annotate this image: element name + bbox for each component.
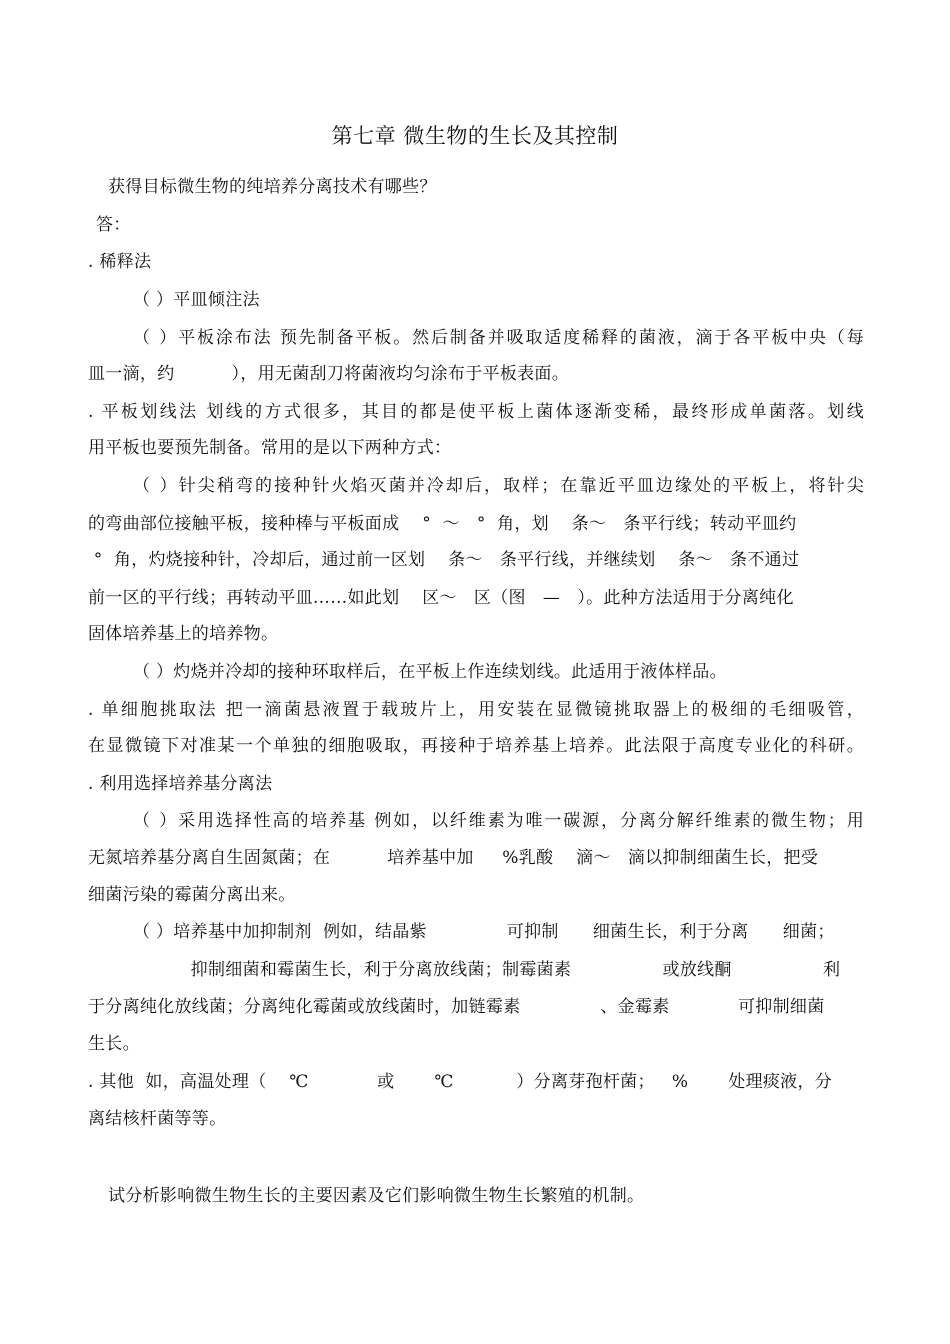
text-line: 在显微镜下对准某一个单独的细胞吸取，再接种于培养基上培养。此法限于高度专业化的科研。	[88, 736, 864, 756]
text-line: （ ）平皿倾注法	[133, 290, 260, 310]
text-line: 离结核杆菌等等。	[88, 1109, 227, 1129]
text-line: 于分离纯化放线菌；分离纯化霉菌或放线菌时，加链霉素 、金霉素 可抑制细菌	[88, 997, 825, 1017]
text-line: （ ）灼烧并冷却的接种环取样后，在平板上作连续划线。此适用于液体样品。	[133, 662, 727, 682]
text-line: （ ）针尖稍弯的接种针火焰灭菌并冷却后，取样；在靠近平皿边缘处的平板上，将针尖	[133, 476, 864, 496]
text-line: （ ）培养基中加抑制剂 例如，结晶紫 可抑制 细菌生长，利于分离 细菌；	[133, 922, 835, 942]
chapter-title: 第七章 微生物的生长及其控制	[331, 124, 619, 148]
text-line: ° 角，灼烧接种针，冷却后，通过前一区划 条～ 条平行线，并继续划 条～ 条不通过	[88, 550, 800, 570]
text-line: . 平板划线法 划线的方式很多，其目的都是使平板上菌体逐渐变稀，最终形成单菌落。划线	[88, 402, 864, 422]
text-line: 前一区的平行线；再转动平皿……如此划 区～ 区（图 — ）。此种方法适用于分离纯化	[88, 588, 794, 608]
text-line: 细菌污染的霉菌分离出来。	[88, 885, 296, 905]
text-line: 生长。	[88, 1034, 140, 1054]
text-line: 无氮培养基分离自生固氮菌；在 培养基中加 %乳酸 滴～ 滴以抑制细菌生长，把受	[88, 848, 819, 868]
text-line: （ ）采用选择性高的培养基 例如，以纤维素为唯一碳源，分离分解纤维素的微生物；用	[133, 811, 864, 831]
text-line: 的弯曲部位接触平板，接种棒与平板面成 ° ～ ° 角，划 条～ 条平行线；转动平皿约	[88, 514, 797, 534]
text-line: . 稀释法	[88, 252, 152, 272]
question-1: 获得目标微生物的纯培养分离技术有哪些？	[108, 177, 437, 197]
text-line: . 其他 如，高温处理（ ℃ 或 ℃ ）分离芽孢杆菌； % 处理痰液，分	[88, 1072, 833, 1092]
text-line: （ ）平板涂布法 预先制备平板。然后制备并吸取适度稀释的菌液，滴于各平板中央（每	[133, 328, 864, 348]
text-line: 用平板也要预先制备。常用的是以下两种方式：	[88, 438, 452, 458]
question-2: 试分析影响微生物生长的主要因素及它们影响微生物生长繁殖的机制。	[108, 1186, 645, 1206]
text-line: 抑制细菌和霉菌生长，利于分离放线菌；制霉菌素 或放线酮 利	[88, 960, 841, 980]
text-line: . 利用选择培养基分离法	[88, 774, 273, 794]
answer-label: 答：	[96, 215, 131, 235]
text-line: 固体培养基上的培养物。	[88, 624, 279, 644]
text-line: . 单细胞挑取法 把一滴菌悬液置于载玻片上，用安装在显微镜挑取器上的极细的毛细吸管，	[88, 700, 864, 720]
text-line: 皿一滴，约 ），用无菌刮刀将菌液均匀涂布于平板表面。	[88, 364, 570, 384]
